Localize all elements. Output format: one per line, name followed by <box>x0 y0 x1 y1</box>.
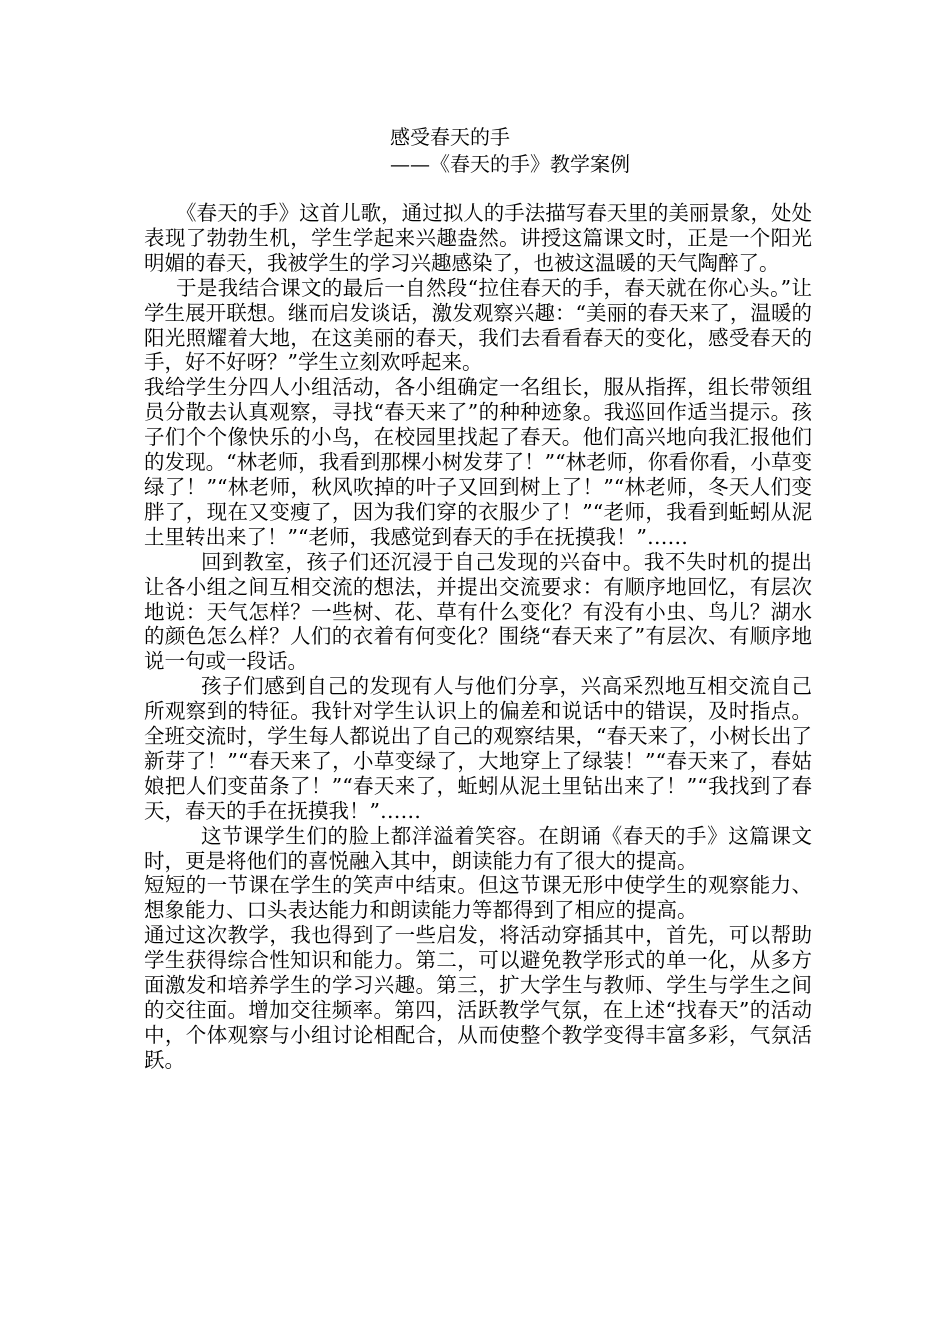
document-body <box>144 201 812 1073</box>
paragraph-intro: 《春天的手》这首儿歌，通过拟人的手法描写春天里的美丽景象，处处表现了勃勃生机，学生学起来兴趣盎然。讲授这篇课文时，正是一个阳光明媚的春天，我被学生的学习兴趣感染了，也被这温暖的天气陶醉了。 <box>144 201 812 275</box>
paragraph-imagination: 于是我结合课文的最后一自然段“拉住春天的手，春天就在你心头。”让学生展开联想。继而启发谈话，激发观察兴趣：“美丽的春天来了，温暖的阳光照耀着大地，在这美丽的春天，我们去看看春天的变化，感受春天的手，好不好呀？”学生立刻欢呼起来。 <box>144 275 812 375</box>
paragraph-group-activity: 我给学生分四人小组活动，各小组确定一名组长，服从指挥，组长带领组员分散去认真观察，寻找“春天来了”的种种迹象。我巡回作适当提示。孩子们个个像快乐的小鸟，在校园里找起了春天。他们高兴地向我汇报他们的发现。“林老师，我看到那棵小树发芽了！”“林老师，你看你看，小草变绿了！”“林老师，秋风吹掉的叶子又回到树上了！”“林老师，冬天人们变胖了，现在又变瘦了，因为我们穿的衣服少了！”“老师，我看到蚯蚓从泥土里转出来了！”“老师，我感觉到春天的手在抚摸我！”…… <box>144 375 812 549</box>
paragraph-reflection: 通过这次教学，我也得到了一些启发，将活动穿插其中，首先，可以帮助学生获得综合性知识和能力。第二，可以避免教学形式的单一化，从多方面激发和培养学生的学习兴趣。第三，扩大学生与教师、学生与学生之间的交往面。增加交往频率。第四，活跃教学气氛，在上述“找春天”的活动中，个体观察与小组讨论相配合，从而使整个教学变得丰富多彩，气氛活跃。 <box>144 923 812 1072</box>
document-title: 感受春天的手 <box>390 125 510 149</box>
paragraph-conclusion: 短短的一节课在学生的笑声中结束。但这节课无形中使学生的观察能力、想象能力、口头表达能力和朗读能力等都得到了相应的提高。 <box>144 873 812 923</box>
paragraph-recitation: 这节课学生们的脸上都洋溢着笑容。在朗诵《春天的手》这篇课文时，更是将他们的喜悦融入其中，朗读能力有了很大的提高。 <box>144 823 812 873</box>
paragraph-sharing: 孩子们感到自己的发现有人与他们分享，兴高采烈地互相交流自己所观察到的特征。我针对学生认识上的偏差和说话中的错误，及时指点。全班交流时，学生每人都说出了自己的观察结果，“春天来了，小树长出了新芽了！”“春天来了，小草变绿了，大地穿上了绿装！”“春天来了，春姑娘把人们变苗条了！”“春天来了，蚯蚓从泥土里钻出来了！”“我找到了春天，春天的手在抚摸我！”…… <box>144 674 812 823</box>
document-subtitle: ——《春天的手》教学案例 <box>390 152 630 176</box>
paragraph-classroom-exchange: 回到教室，孩子们还沉浸于自己发现的兴奋中。我不失时机的提出让各小组之间互相交流的想法，并提出交流要求：有顺序地回忆，有层次地说：天气怎样？一些树、花、草有什么变化？有没有小虫、鸟儿？湖水的颜色怎么样？人们的衣着有何变化？围绕“春天来了”有层次、有顺序地说一句或一段话。 <box>144 549 812 674</box>
